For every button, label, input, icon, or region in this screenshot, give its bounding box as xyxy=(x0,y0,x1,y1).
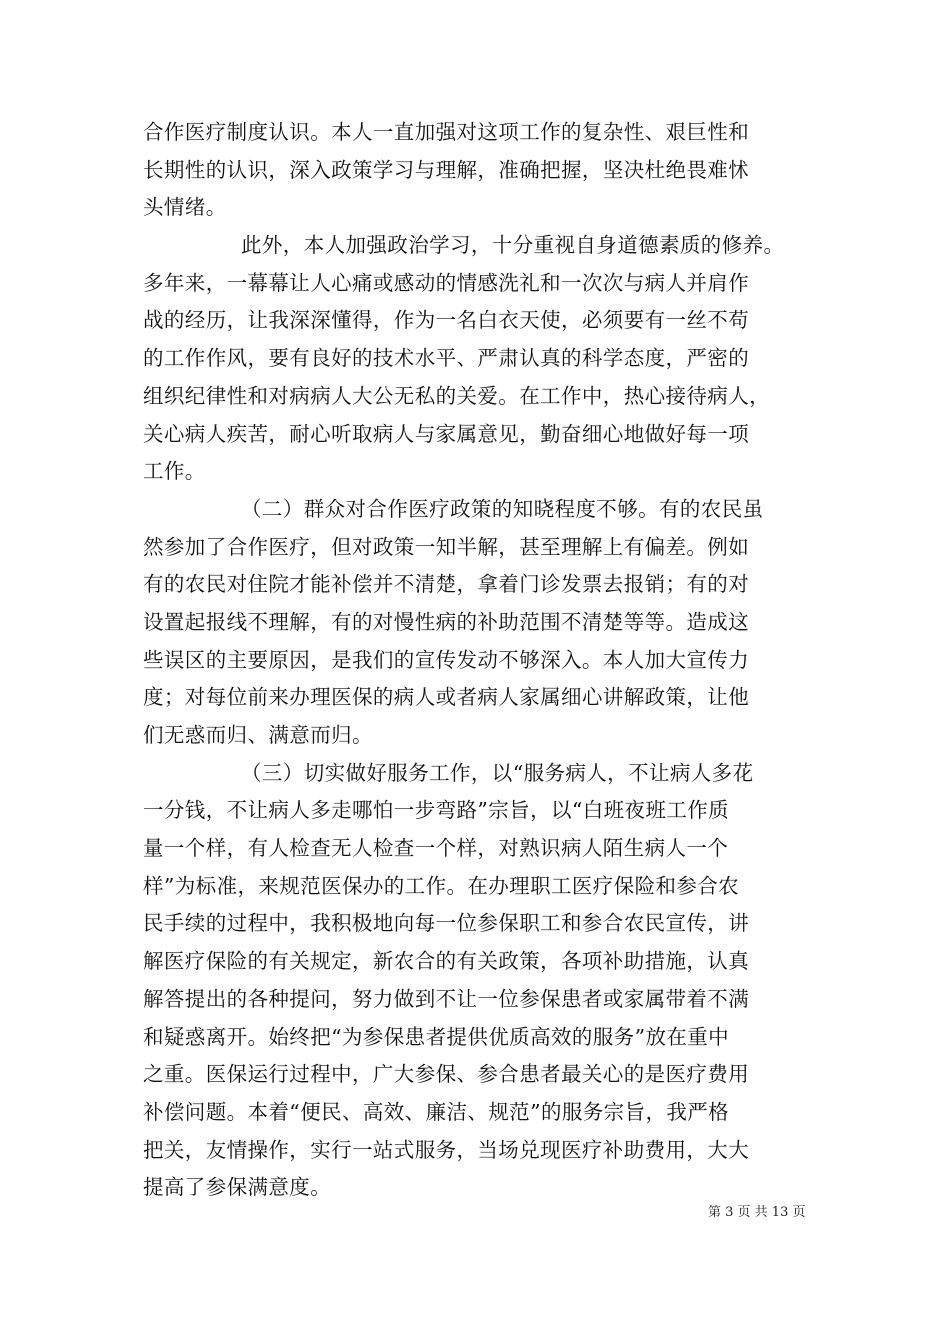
text-line: （三）切实做好服务工作，以“服务病人，不让病人多花 xyxy=(241,760,754,785)
text-line: 多年来，一幕幕让人心痛或感动的情感洗礼和一次次与病人并肩作 xyxy=(143,270,750,295)
text-line: 长期性的认识，深入政策学习与理解，准确把握，坚决杜绝畏难怵 xyxy=(143,157,750,182)
text-line: 合作医疗制度认识。本人一直加强对这项工作的复杂性、艰巨性和 xyxy=(143,120,750,144)
text-line: 的工作作风，要有良好的技术水平、严肃认真的科学态度，严密的 xyxy=(143,346,750,371)
document-body xyxy=(143,114,808,1207)
text-line: 战的经历，让我深深懂得，作为一名白衣天使，必须要有一丝不苟 xyxy=(143,308,750,333)
text-line: 们无惑而归、满意而归。 xyxy=(143,723,373,747)
text-line: 组织纪律性和对病病人大公无私的关爱。在工作中，热心接待病人， xyxy=(143,383,770,408)
text-line: 然参加了合作医疗，但对政策一知半解，甚至理解上有偏差。例如 xyxy=(143,534,750,559)
text-line: 民手续的过程中，我积极地向每一位参保职工和参合农民宣传，讲 xyxy=(143,911,750,936)
text-line: 设置起报线不理解，有的对慢性病的补助范围不清楚等等。造成这 xyxy=(143,609,750,634)
paragraph-3 xyxy=(143,491,808,755)
text-line: 有的农民对住院才能补偿并不清楚，拿着门诊发票去报销；有的对 xyxy=(143,572,750,597)
text-line: 解答提出的各种提问，努力做到不让一位参保患者或家属带着不满 xyxy=(143,986,750,1011)
paragraph-2 xyxy=(143,227,808,491)
text-line: 量一个样，有人检查无人检查一个样，对熟识病人陌生病人一个 xyxy=(143,836,729,861)
text-line: 头情绪。 xyxy=(143,195,227,220)
text-line: 此外，本人加强政治学习，十分重视自身道德素质的修养。 xyxy=(241,233,785,258)
text-line: 些误区的主要原因，是我们的宣传发动不够深入。本人加大宣传力 xyxy=(143,647,750,672)
page-footer: 第 3 页 共 13 页 xyxy=(708,1205,806,1220)
text-line: 之重。医保运行过程中，广大参保、参合患者最关心的是医疗费用 xyxy=(143,1062,750,1087)
paragraph-4 xyxy=(143,755,808,1207)
text-line: 把关，友情操作，实行一站式服务，当场兑现医疗补助费用，大大 xyxy=(143,1137,750,1162)
text-line: 和疑惑离开。始终把“为参保患者提供优质高效的服务”放在重中 xyxy=(143,1024,730,1049)
text-line: 提高了参保满意度。 xyxy=(143,1175,332,1200)
text-line: 度；对每位前来办理医保的病人或者病人家属细心讲解政策，让他 xyxy=(143,685,750,710)
text-line: 补偿问题。本着“便民、高效、廉洁、规范”的服务宗旨，我严格 xyxy=(143,1099,730,1124)
text-line: 解医疗保险的有关规定，新农合的有关政策，各项补助措施，认真 xyxy=(143,949,750,974)
text-line: 关心病人疾苦，耐心听取病人与家属意见，勤奋细心地做好每一项 xyxy=(143,421,750,446)
text-line: 工作。 xyxy=(143,459,206,484)
text-line: （二）群众对合作医疗政策的知晓程度不够。有的农民虽 xyxy=(241,496,764,521)
text-line: 一分钱，不让病人多走哪怕一步弯路”宗旨，以“白班夜班工作质 xyxy=(143,798,730,823)
paragraph-1 xyxy=(143,114,808,227)
text-line: 样”为标准，来规范医保办的工作。在办理职工医疗保险和参合农 xyxy=(143,873,740,898)
